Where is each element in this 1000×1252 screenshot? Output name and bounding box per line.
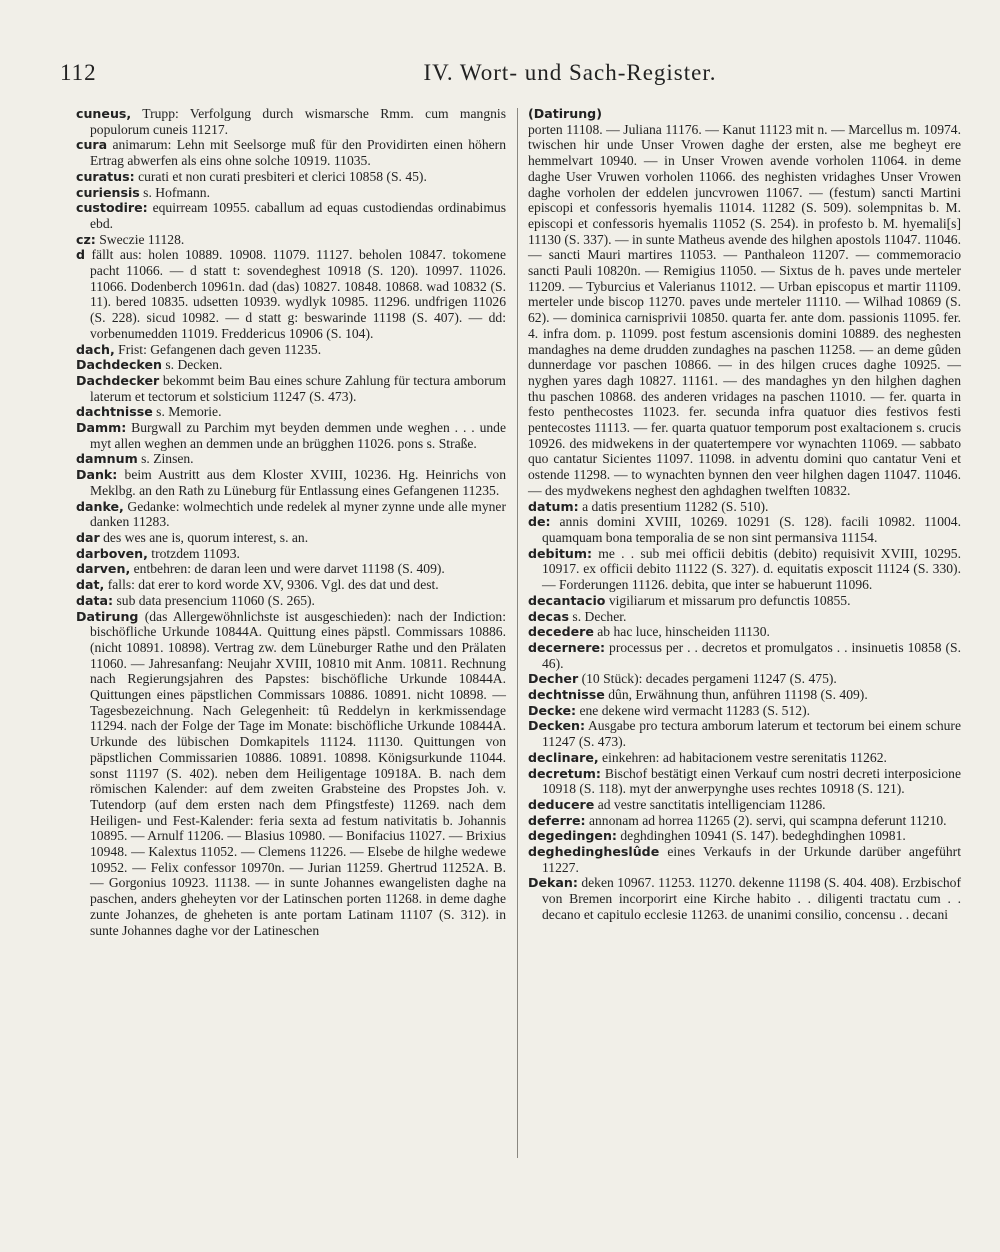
entry-text: Burgwall zu Parchim myt beyden demmen unde weghen . . . unde myt allen weghen an demmen unde an brügghen 11026. pons s. Straße.	[90, 420, 506, 451]
headword: darven,	[76, 561, 131, 577]
headword: damnum	[76, 451, 138, 467]
entry-text: annis domini XVIII, 10269. 10291 (S. 128). facili 10982. 11004. quamquam bona temporalia de se non sint permansiva 11154.	[542, 514, 961, 545]
index-entry	[76, 247, 506, 341]
index-entry	[76, 200, 506, 231]
index-entry	[76, 357, 506, 373]
index-entry	[76, 137, 506, 168]
index-entry	[528, 797, 961, 813]
index-entry	[76, 593, 506, 609]
entry-text: bekommt beim Bau eines schure Zahlung für tectura amborum laterum et tectorum et solsticium 11247 (S. 473).	[90, 372, 506, 404]
entry-text: deghdinghen 10941 (S. 147). bedeghdinghen 10981.	[616, 828, 906, 844]
index-entry	[528, 766, 961, 797]
entry-text: Frist: Gefangenen dach geven 11235.	[114, 341, 322, 357]
entry-text: Sweczie 11128.	[95, 231, 185, 247]
headword: dar	[76, 529, 100, 545]
entry-text: a datis presentium 11282 (S. 510).	[578, 498, 769, 514]
headword: custodire:	[76, 200, 148, 216]
index-entry	[528, 828, 961, 844]
entry-text: curati et non curati presbiteri et clerici 10858 (S. 45).	[134, 168, 427, 184]
entry-text: s. Hofmann.	[139, 184, 211, 200]
index-entry	[528, 546, 961, 593]
entry-text: einkehren: ad habitacionem vestre serenitatis 11262.	[598, 749, 887, 765]
column-divider	[517, 108, 518, 1158]
index-entry	[76, 467, 506, 498]
index-entry	[528, 499, 961, 515]
headword: debitum:	[528, 545, 593, 561]
entry-text: me . . sub mei officii debitis (debito) requisivit XVIII, 10295. 10917. ex officii debito 11122 (S. 327). d. equitatis exposcit 11124 (S. 330). — Forderungen 11126. debita, que inter se habuerunt 11096.	[542, 545, 961, 593]
index-entry	[528, 514, 961, 545]
entry-text: animarum: Lehn mit Seelsorge muß für den Providirten einen höhern Ertrag abwerfen als eins ohne solche 10919. 11035.	[90, 137, 506, 169]
entry-text: ene dekene wird vermacht 11283 (S. 512).	[576, 702, 810, 718]
headword: decernere:	[528, 639, 606, 655]
headword: Datirung	[76, 608, 139, 624]
index-entry	[76, 404, 506, 420]
index-entry	[76, 561, 506, 577]
index-entry	[528, 687, 961, 703]
entry-text: s. Zinsen.	[137, 451, 194, 467]
index-entry	[76, 546, 506, 562]
headword: Decke:	[528, 702, 577, 718]
headword: danke,	[76, 498, 124, 514]
headword: curatus:	[76, 168, 135, 184]
entry-text: Trupp: Verfolgung durch wismarsche Rmm. cum mangnis populorum cuneis 11217.	[90, 106, 506, 137]
headword: decas	[528, 608, 570, 624]
headword: deghedingheslûde	[528, 844, 660, 860]
entry-text: falls: dat erer to kord worde XV, 9306. Vgl. des dat und dest.	[104, 577, 439, 593]
headword: Dachdecker	[76, 372, 160, 388]
headword: decedere	[528, 624, 594, 640]
headword: cz:	[76, 231, 96, 247]
entry-text: Bischof bestätigt einen Verkauf cum nostri decreti interposicione 10918 (S. 118). myt der anwerpynghe uses rechtes 10918 (S. 121).	[542, 765, 961, 797]
index-entry	[76, 169, 506, 185]
entry-text: ab hac luce, hinscheiden 11130.	[593, 624, 770, 640]
index-entry	[528, 671, 961, 687]
index-entry	[528, 624, 961, 640]
entry-text: (10 Stück): decades pergameni 11247 (S. 475).	[578, 671, 837, 687]
index-entry	[528, 703, 961, 719]
running-title: IV. Wort- und Sach-Register.	[423, 60, 717, 85]
entry-text: entbehren: de daran leen und were darvet 11198 (S. 409).	[130, 561, 445, 577]
index-entry	[528, 640, 961, 671]
entry-text: ad vestre sanctitatis intelligenciam 11286.	[594, 796, 826, 812]
entry-text: processus per . . decretos et promulgatos . . insinuetis 10858 (S. 46).	[542, 639, 961, 671]
headword: data:	[76, 592, 114, 608]
index-entry	[76, 420, 506, 451]
continuation-text: porten 11108. — Juliana 11176. — Kanut 11123 mit n. — Marcellus m. 10974. twischen hir unde Unser Vrowen daghe der ersten, alse me begheyt ere hemmelvart 10940. — in Unser Vrowen avende vorholen 11064. in deme daghe User Vruwen vorholen 11066. des neghisten vridaghes Unser Vrowen daghe vorholen der eddelen juncvrowen 11067. — (festum) sancti Martini episcopi et confessoris hyemalis 11014. 11282 (S. 509). solempnitas b. M. episcopi et confessoris hyemalis 11052 (S. 254). in profesto b. M. hyemali[s] 11130 (S. 337). — in sunte Matheus avende des hilghen apostols 11047. 11046. — sancti Mauri martires 11053. — Panthaleon 11207. — commemoracio sancti Pauli 10820n. — Remigius 11050. — Sixtus de h. paves unde merteler 11209. — Tyburcius et Valerianus 11012. — Urban episcopus et martir 11109. merteler unde biscop 11270. paves unde merteler 11110. — Wilhad 10869 (S. 62). — dominica carnisprivii 10850. quarta fer. ante dom. passionis 11095. fer. 4. infra dom. p. 11099. post festum ascensionis domini 10889. des neghesten mandaghes na deme drudden zundaghes na paschen 11258. — an deme gûden dunnerdage vor paschen 10866. — in des hilgen cruces daghe 10925. — nyghen yares dagh 10827. 11161. — des mandaghes yn den hilghen daghen thu paschen 10868. des anderen vridages na paschen 11010. — fer. quarta in festo penthecostes 11023. fer. secunda infra quatuor dies festivos festi pentecostes 11113. — fer. quarta quatuor temporum post exaltacionem s. crucis 10926. des midwekens in der quatertempere vor wynachten 11069. — sabbato quo cantatur Sicientes 11097. 11098. in adventu domini quo cantatur Veni et ostende 11298. — to wynachten bynnen den veer hilghen dagen 11047. 11046. — des mydwekens neghest den aghdaghen twelften 10832.	[528, 121, 961, 498]
index-entry	[528, 593, 961, 609]
entry-text: (das Allergewöhnlichste ist ausgeschieden): nach der Indiction: bischöfliche Urkunde 10844A. Quittung eines päpstl. Commissars 10886. (nicht 10891. 10898). Vertrag zw. dem Lüneburger Rathe und den Prälaten 11060. — Jahresanfang: Neujahr XVIII, 10810 mit Anm. 10811. Rechnung nach Regierungsjahren des Papstes: bischöfliche Urkunde 10844A. Quittungen eines päpstlichen Commissars 10886. 10891. nicht 10898. — Tagesbezeichnung. Nach Gelegenheit: tû Reddelyn in kerkmissendage 11294. nach der Folge der Tage im Monate: bischöfliche Urkunde 10844A. Urkunde des lübischen Domkapitels 11124. 11130. Quittungen von päpstlichen Commissarien 10886. 10891. 10898. Königsurkunde 11044. sonst 11197 (S. 402). neben dem Heiligentage 10918A. B. nach dem römischen Kalender: auf dem zweiten Grabsteine des Propstes Joh. v. Tutendorp (auf dem ersten nach dem Pfingstfeste) 11269. nach dem Heiligen- und Fest-Kalender: feria sexta ad festum nativitatis b. Johannis 10895. — Arnulf 11206. — Blasius 10980. — Bonifacius 11027. — Brixius 10948. — Kalextus 11052. — Clemens 11226. — Elsebe de hilghe wedewe 10952. — Felix confessor 10970n. — Jurian 11259. Ghertrud 11252A. B. — Gorgonius 10923. 11138. — in sunte Johannes ewangelisten daghe na paschen, anders gheheyten vor der Latinschen porten 11268. in deme daghe zunte Johanzes, de gheheten is ante portam Latinam 11107 (S. 312). in sunte Johannes daghe vor der Latineschen	[90, 608, 506, 938]
entry-text: eines Verkaufs in der Urkunde darüber angeführt 11227.	[542, 844, 961, 875]
right-entries	[528, 499, 961, 923]
headword: Damm:	[76, 420, 127, 436]
entry-text: des wes ane is, quorum interest, s. an.	[99, 529, 309, 545]
entry-text: s. Decher.	[569, 608, 627, 624]
entry-text: s. Memorie.	[152, 404, 222, 420]
entry-text: vigiliarum et missarum pro defunctis 10855.	[605, 592, 851, 608]
entry-text: Gedanke: wolmechtich unde redelek al myner zynne unde alle myner danken 11283.	[90, 498, 506, 530]
headword: de:	[528, 514, 551, 530]
index-entry	[528, 609, 961, 625]
entry-text: dûn, Erwähnung thun, anführen 11198 (S. 409).	[604, 687, 868, 703]
headword: degedingen:	[528, 828, 617, 844]
entry-text: s. Decken.	[161, 357, 223, 373]
index-entry	[76, 232, 506, 248]
headword: dach,	[76, 341, 115, 357]
headword: deducere	[528, 796, 595, 812]
entry-text: Ausgabe pro tectura amborum laterum et tectorum bei einem schure 11247 (S. 473).	[542, 718, 961, 750]
headword: curiensis	[76, 184, 140, 200]
entry-text: annonam ad horrea 11265 (2). servi, qui scampna deferunt 11210.	[585, 812, 947, 828]
headword: Dank:	[76, 467, 118, 483]
headword: d	[76, 247, 86, 263]
index-entry	[76, 577, 506, 593]
headword: deferre:	[528, 812, 586, 828]
headword: dat,	[76, 577, 105, 593]
right-column	[528, 106, 961, 923]
index-entry	[76, 106, 506, 137]
headword: Decher	[528, 671, 579, 687]
page-number: 112	[60, 60, 97, 85]
entry-text: trotzdem 11093.	[147, 545, 240, 561]
headword: cuneus,	[76, 106, 132, 121]
headword: decretum:	[528, 765, 601, 781]
headword: Dachdecken	[76, 357, 162, 373]
index-entry	[76, 609, 506, 939]
left-column	[76, 106, 506, 938]
index-entry	[528, 844, 961, 875]
index-entry	[76, 530, 506, 546]
headword: declinare,	[528, 749, 599, 765]
index-entry	[528, 750, 961, 766]
index-entry	[76, 185, 506, 201]
page-header	[60, 60, 940, 96]
entry-text: beim Austritt aus dem Kloster XVIII, 10236. Hg. Heinrichs von Meklbg. an den Rath zu Lüneburg für Entlassung eines Gefangenen 11235.	[90, 467, 506, 498]
index-entry	[76, 373, 506, 404]
headword: dechtnisse	[528, 687, 605, 703]
headword: darboven,	[76, 545, 148, 561]
index-entry	[528, 875, 961, 922]
headword: Dekan:	[528, 875, 578, 891]
headword: datum:	[528, 498, 579, 514]
entry-text: sub data presencium 11060 (S. 265).	[113, 592, 315, 608]
headword: Decken:	[528, 718, 586, 734]
entry-text: deken 10967. 11253. 11270. dekenne 11198 (S. 404. 408). Erzbischof von Bremen incorporirt eine Kirche habito . . diligenti tractatu cum . . decano et capitulo ecclesie 11263. de unanimi consilio, concensu . . decani	[542, 875, 961, 922]
headword: cura	[76, 137, 108, 153]
index-entry	[76, 342, 506, 358]
headword: dachtnisse	[76, 404, 153, 420]
index-entry	[528, 813, 961, 829]
entry-text: equirream 10955. caballum ad equas custodiendas ordinabimus ebd.	[90, 200, 506, 231]
headword: decantacio	[528, 592, 606, 608]
index-entry	[76, 451, 506, 467]
index-entry	[528, 718, 961, 749]
entry-text: fällt aus: holen 10889. 10908. 11079. 11127. beholen 10847. tokomene pacht 11066. — d statt t: sovendeghest 10918 (S. 120). 10997. 11026. 11066. Dodenberch 10961n. dad (das) 10827. 10848. 10868. wad 10832 (S. 11). bered 10835. udsetten 10939. wydlyk 10985. 11296. undfrigen 11026 (S. 228). sicud 10982. — d statt g: beswarinde 11198 (S. 407). — dd: vorbenumedden 11019. Freddericus 10906 (S. 104).	[85, 247, 506, 341]
running-head: (Datirung)	[528, 106, 602, 121]
index-entry	[76, 499, 506, 530]
